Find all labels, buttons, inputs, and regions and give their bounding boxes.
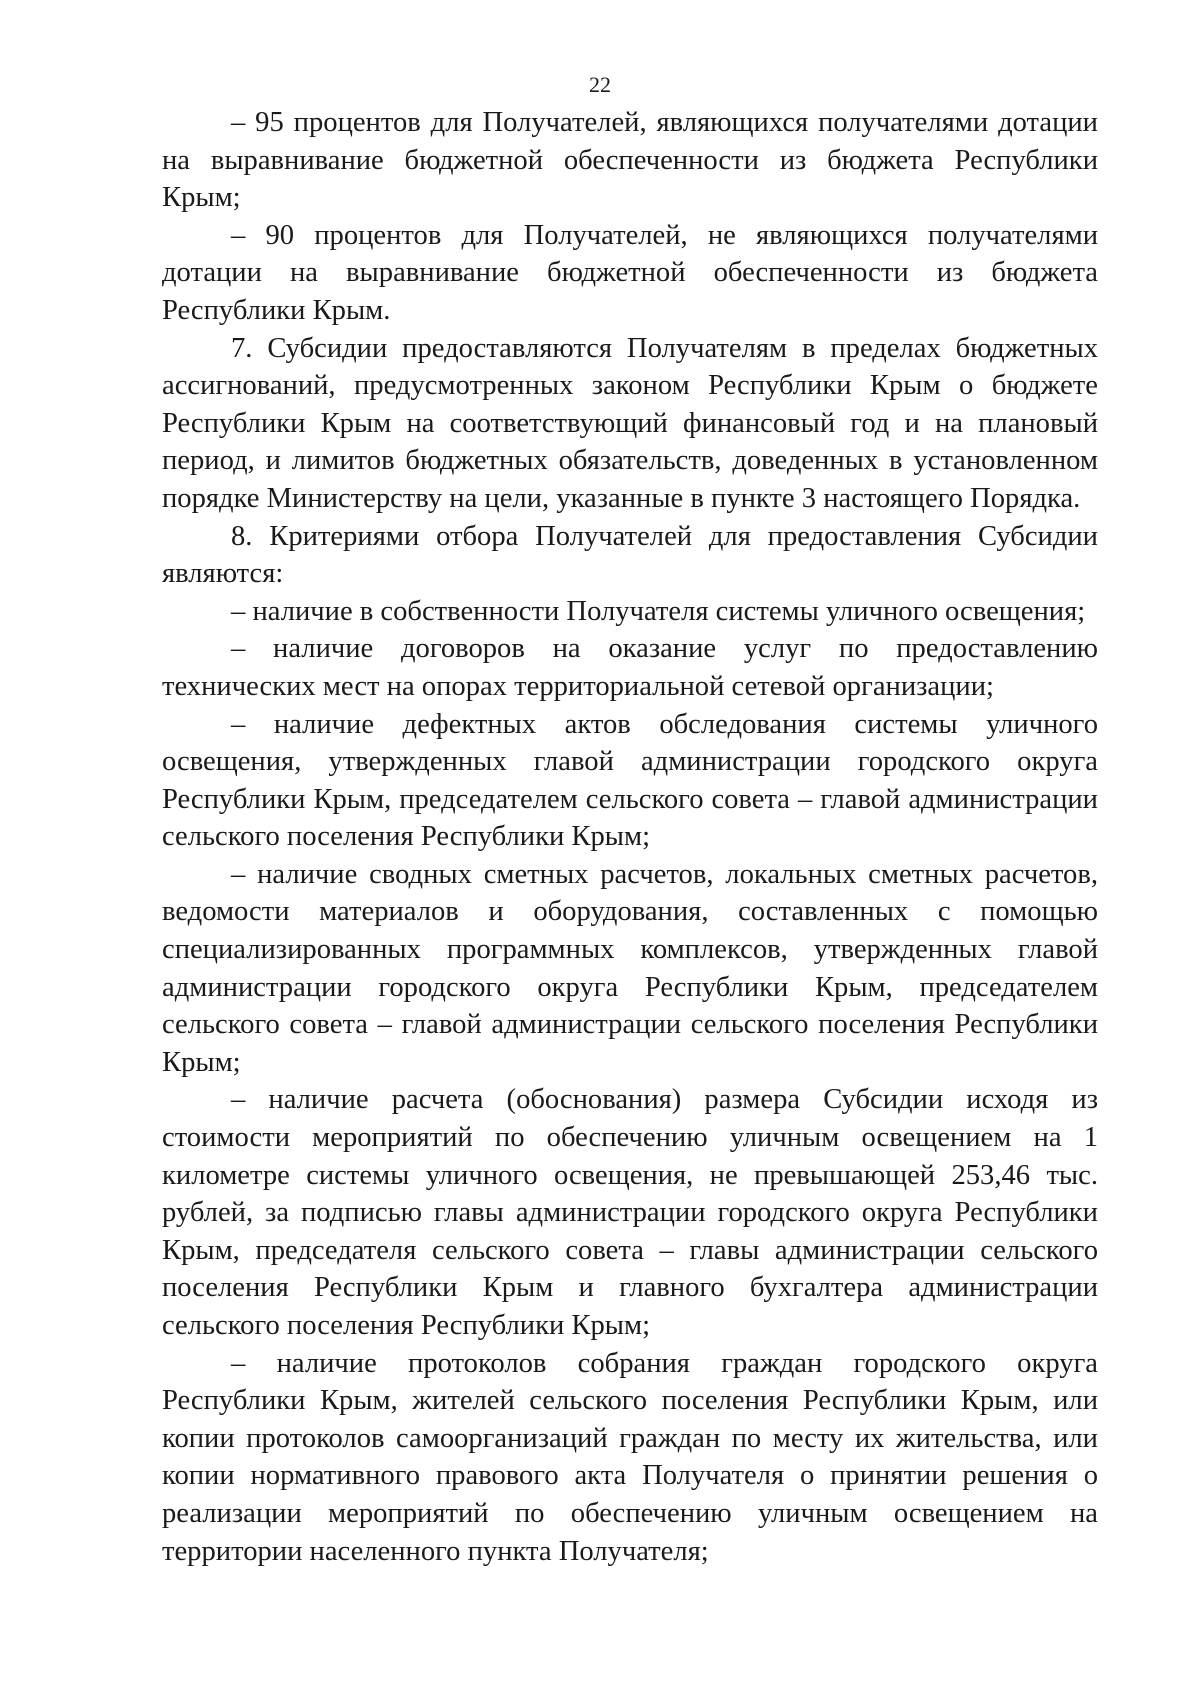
paragraph-subsidy-95-percent: – 95 процентов для Получателей, являющихся получателями дотации на выравнивание бюджетной обеспеченности из бюджета Республики Крым; (162, 107, 1098, 214)
paragraph-criterion-defect-acts: – наличие дефектных актов обследования системы уличного освещения, утвержденных главой администрации городского округа Республики Крым, председателем сельского совета – главой администрации сельского поселения Республики Крым; (162, 708, 1098, 853)
paragraph-item-7: 7. Субсидии предоставляются Получателям в пределах бюджетных ассигнований, предусмотренных законом Республики Крым о бюджете Республики Крым на соответствующий финансовый год и на плановый период, и лимитов бюджетных обязательств, доведенных в установленном порядке Министерству на цели, указанные в пункте 3 настоящего Порядка. (162, 332, 1098, 514)
paragraph-subsidy-90-percent: – 90 процентов для Получателей, не являющихся получателями дотации на выравнивание бюджетной обеспеченности из бюджета Республики Крым. (162, 219, 1098, 326)
paragraph-item-8: 8. Критериями отбора Получателей для предоставления Субсидии являются: (162, 520, 1098, 590)
paragraph-criterion-ownership: – наличие в собственности Получателя системы уличного освещения; (231, 595, 1086, 627)
document-body (162, 104, 1098, 1570)
paragraph-criterion-calculation: – наличие расчета (обоснования) размера Субсидии исходя из стоимости мероприятий по обеспечению уличным освещением на 1 километре системы уличного освещения, не превышающей 253,46 тыс. рублей, за подписью главы администрации городского округа Республики Крым, председателя сельского совета – главы администрации сельского поселения Республики Крым и главного бухгалтера администрации сельского поселения Республики Крым; (162, 1084, 1098, 1341)
paragraph-criterion-estimates: – наличие сводных сметных расчетов, локальных сметных расчетов, ведомости материалов и оборудования, составленных с помощью специализированных программных комплексов, утвержденных главой администрации городского округа Республики Крым, председателем сельского совета – главой администрации сельского поселения Республики Крым; (162, 858, 1098, 1078)
paragraph-criterion-protocols: – наличие протоколов собрания граждан городского округа Республики Крым, жителей сельского поселения Республики Крым, или копии протоколов самоорганизаций граждан по месту их жительства, или копии нормативного правового акта Получателя о принятии решения о реализации мероприятий по обеспечению уличным освещением на территории населенного пункта Получателя; (162, 1347, 1098, 1567)
page-number: 22 (589, 72, 611, 97)
paragraph-criterion-contracts: – наличие договоров на оказание услуг по предоставлению технических мест на опорах территориальной сетевой организации; (162, 633, 1098, 702)
